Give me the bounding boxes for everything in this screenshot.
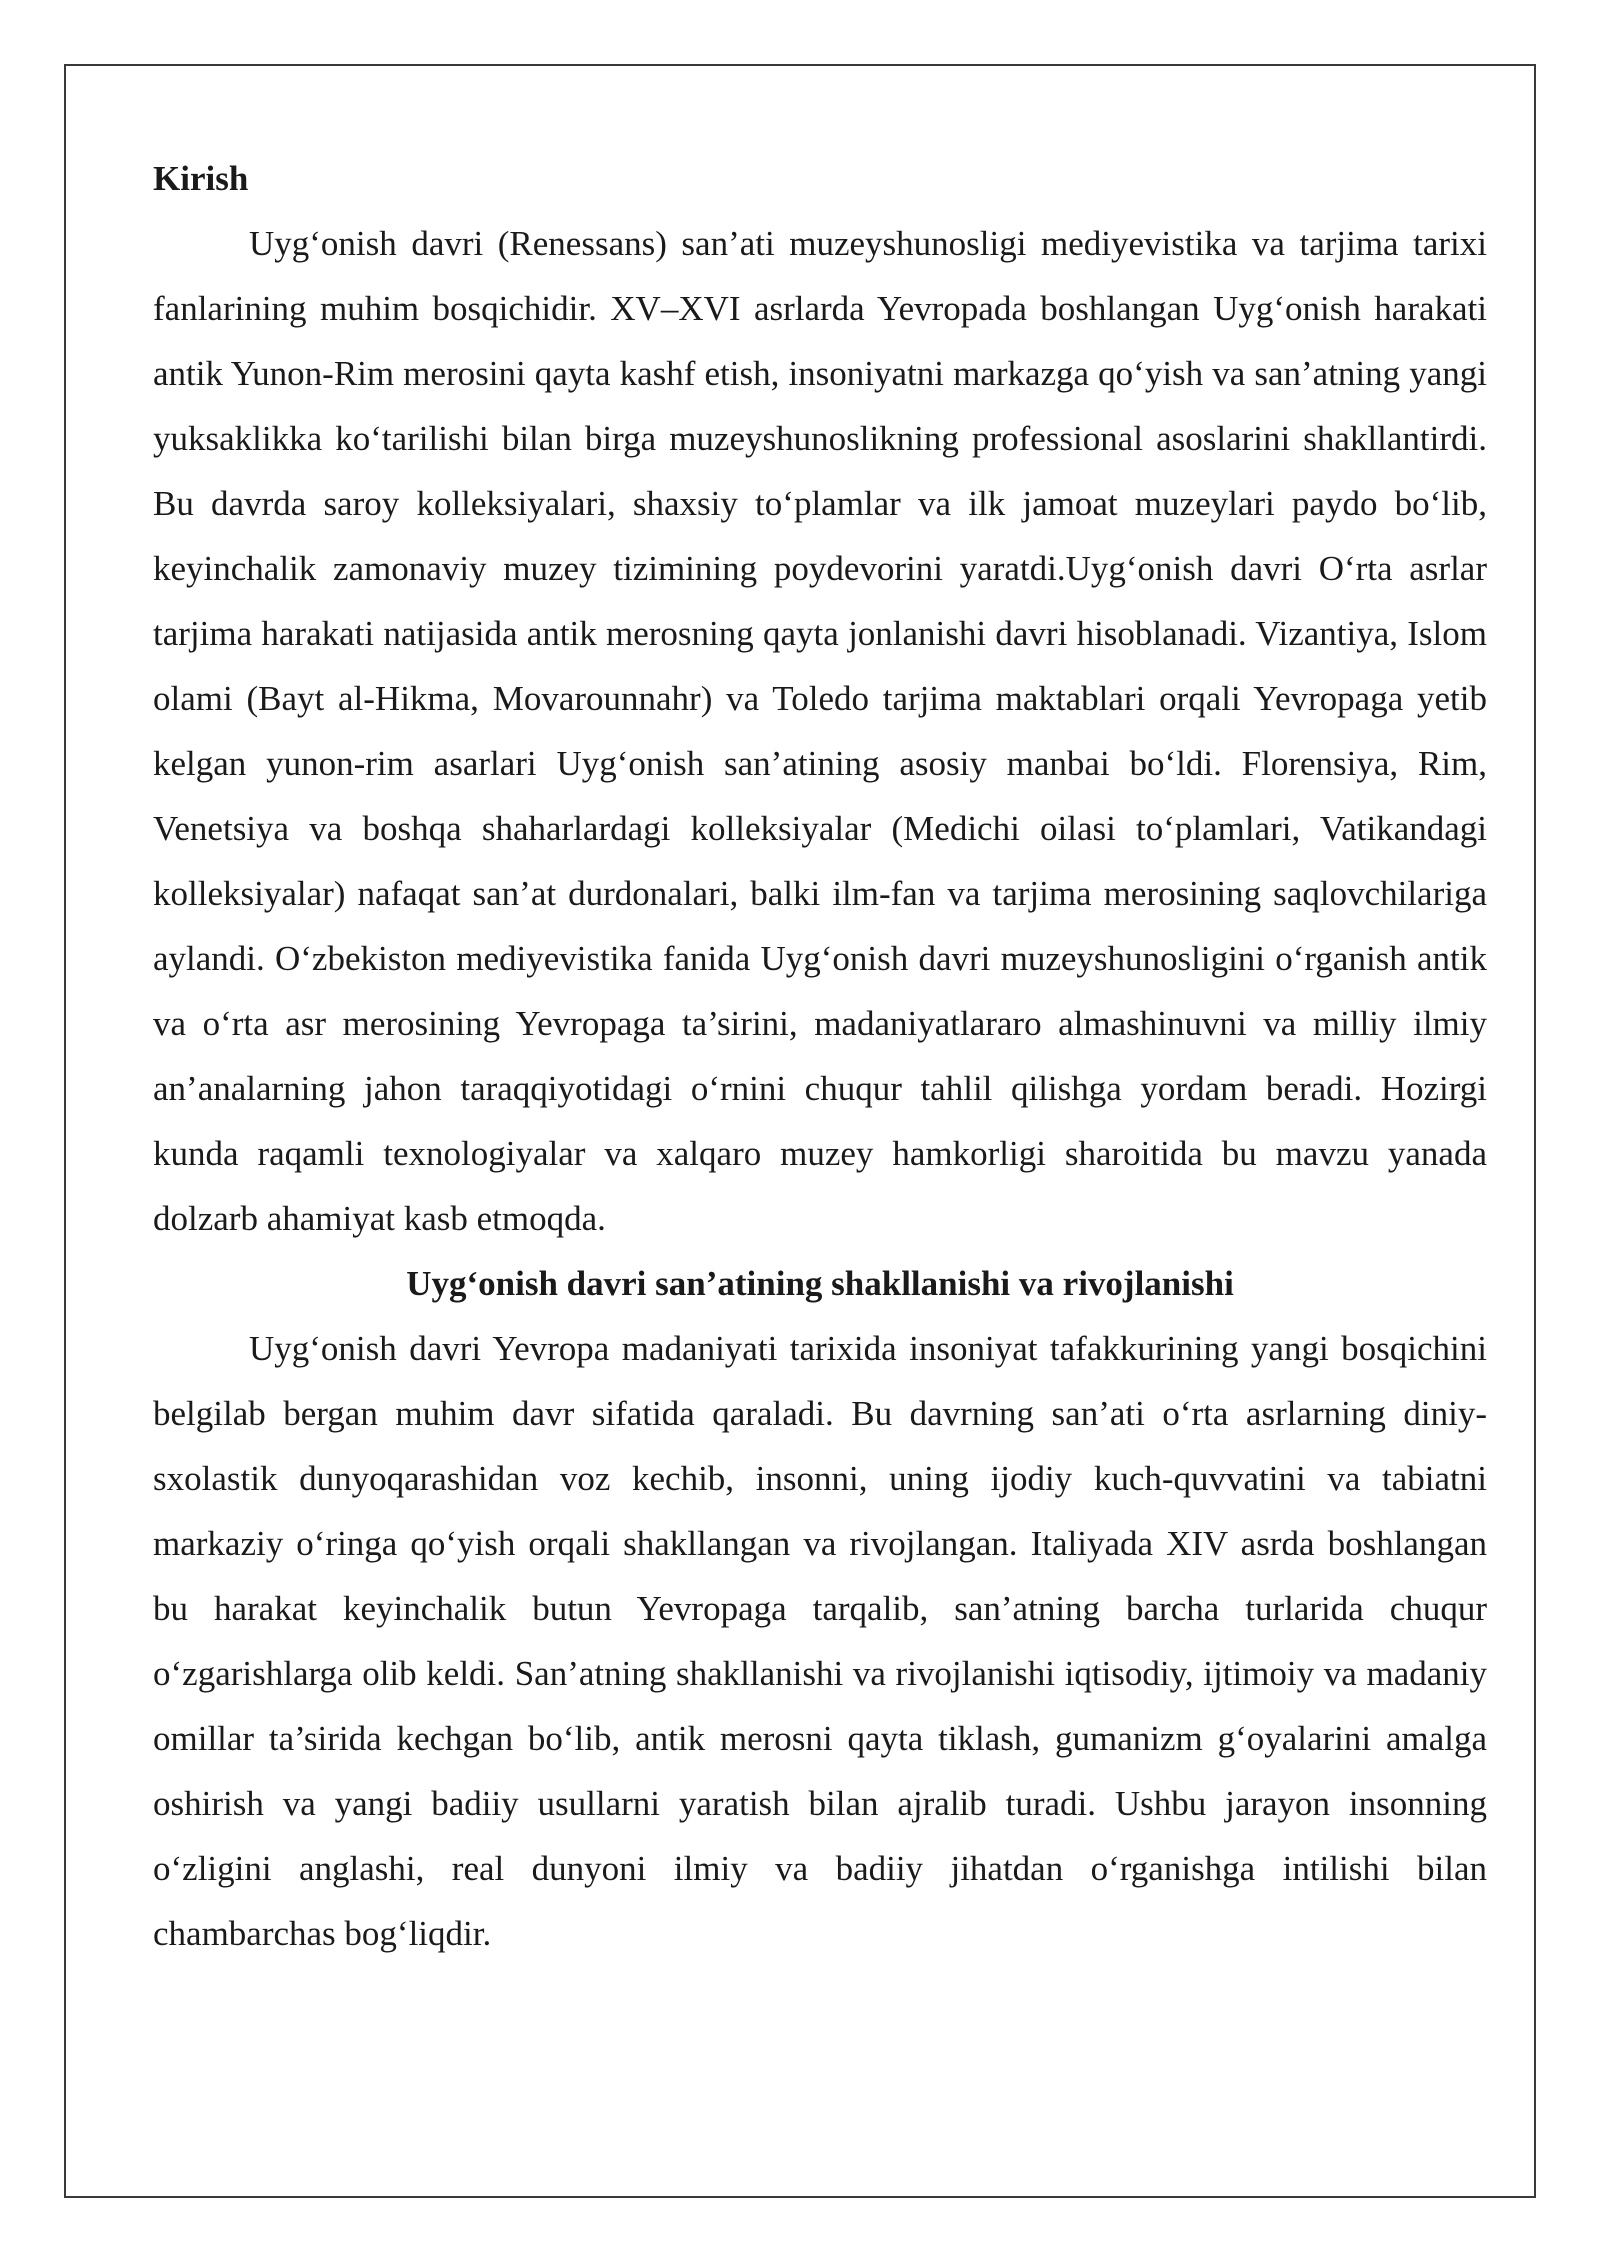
body-paragraph: Uyg‘onish davri Yevropa madaniyati tarixida insoniyat tafakkurining yangi bosqichini belgilab bergan muhim davr sifatida qaraladi. Bu davrning san’ati o‘rta asrlarning diniy-sxolastik dunyoqarashidan voz kechib, insonni, uning ijodiy kuch-quvvatini va tabiatni markaziy o‘ringa qo‘yish orqali shakllangan va rivojlangan. Italiyada XIV asrda boshlangan bu harakat keyinchalik butun Yevropaga tarqalib, san’atning barcha turlarida chuqur o‘zgarishlarga olib keldi. San’atning shakllanishi va rivojlanishi iqtisodiy, ijtimoiy va madaniy omillar ta’sirida kechgan bo‘lib, antik merosni qayta tiklash, gumanizm g‘oyalarini amalga oshirish va yangi badiiy usullarni yaratish bilan ajralib turadi. Ushbu jarayon insonning o‘zligini anglashi, real dunyoni ilmiy va badiiy jihatdan o‘rganishga intilishi bilan chambarchas bog‘liqdir. xyxy=(153,1329,1487,1953)
intro-paragraph: Uyg‘onish davri (Renessans) san’ati muzeyshunosligi mediyevistika va tarjima tarixi fanlarining muhim bosqichidir. XV–XVI asrlarda Yevropada boshlangan Uyg‘onish harakati antik Yunon-Rim merosini qayta kashf etish, insoniyatni markazga qo‘yish va san’atning yangi yuksaklikka ko‘tarilishi bilan birga muzeyshunoslikning professional asoslarini shakllantirdi. Bu davrda saroy kolleksiyalari, shaxsiy to‘plamlar va ilk jamoat muzeylari paydo bo‘lib, keyinchalik zamonaviy muzey tizimining poydevorini yaratdi.Uyg‘onish davri O‘rta asrlar tarjima harakati natijasida antik merosning qayta jonlanishi davri hisoblanadi. Vizantiya, Islom olami (Bayt al-Hikma, Movarounnahr) va Toledo tarjima maktablari orqali Yevropaga yetib kelgan yunon-rim asarlari Uyg‘onish san’atining asosiy manbai bo‘ldi. Florensiya, Rim, Venetsiya va boshqa shaharlardagi kolleksiyalar (Medichi oilasi to‘plamlari, Vatikandagi kolleksiyalar) nafaqat san’at durdonalari, balki ilm-fan va tarjima merosining saqlovchilariga aylandi. O‘zbekiston mediyevistika fanida Uyg‘onish davri muzeyshunosligini o‘rganish antik va o‘rta asr merosining Yevropaga ta’sirini, madaniyatlararo almashinuvni va milliy ilmiy an’analarning jahon taraqqiyotidagi o‘rnini chuqur tahlil qilishga yordam beradi. Hozirgi kunda raqamli texnologiyalar va xalqaro muzey hamkorligi sharoitida bu mavzu yanada dolzarb ahamiyat kasb etmoqda. xyxy=(153,224,1487,1238)
subsection-heading: Uyg‘onish davri san’atining shakllanishi va rivojlanishi xyxy=(406,1264,1234,1303)
section-heading: Kirish xyxy=(153,159,249,198)
document-body xyxy=(153,146,1487,1966)
